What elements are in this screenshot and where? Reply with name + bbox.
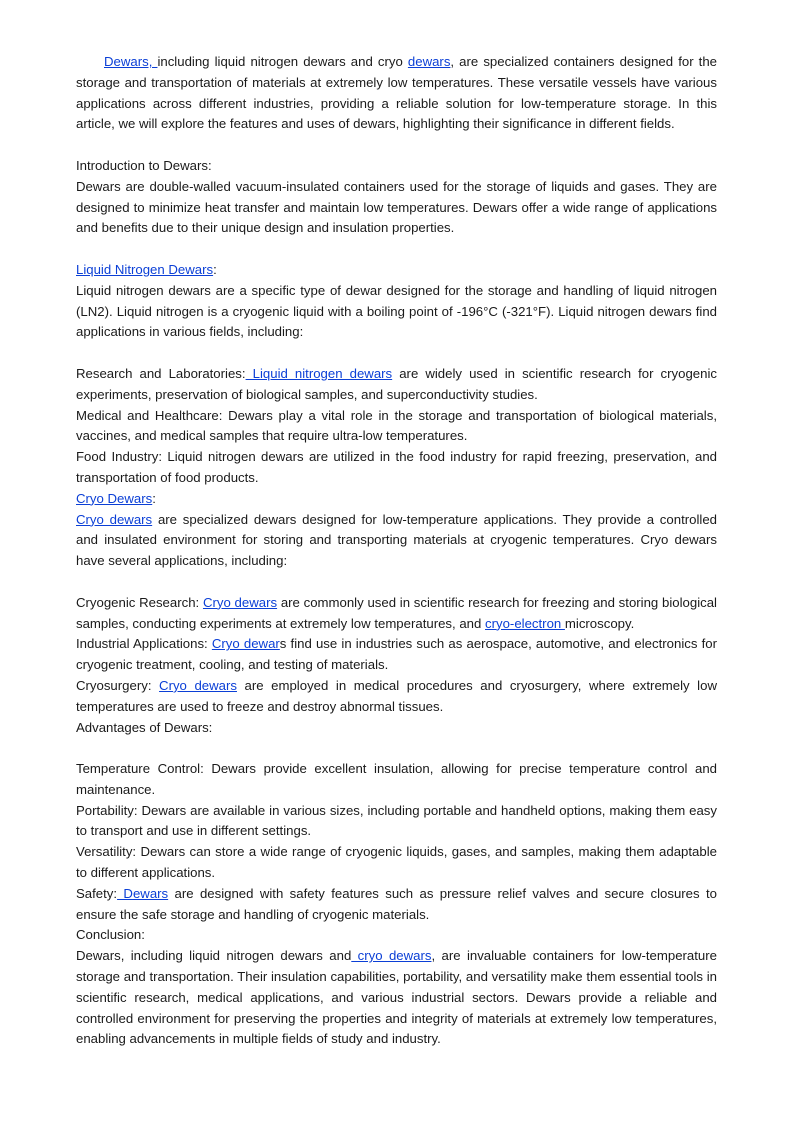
cryogenic-research-prefix: Cryogenic Research: — [76, 594, 203, 610]
safety-rest: are designed with safety features such as pressure relief valves and secure closures to ensure the safe storage and handling of cryogenic materials. — [76, 885, 717, 922]
industrial-prefix: Industrial Applications: — [76, 636, 212, 652]
spacer — [76, 239, 717, 260]
liquid-nitrogen-dewars-link[interactable]: Liquid Nitrogen Dewars — [76, 261, 214, 277]
conclusion-heading: Conclusion: — [76, 927, 145, 943]
introduction-body: Dewars are double-walled vacuum-insulated containers used for the storage of liquids and gases. They are designed to minimize heat transfer and maintain low temperatures. Dewars offer a wide range of applications and benefits due to their unique design and insulation properties. — [76, 178, 717, 236]
dewars-link[interactable]: Dewars, — [104, 54, 158, 69]
cryo-dewars-conclusion-link[interactable]: cryo dewars — [351, 948, 432, 964]
spacer — [76, 343, 717, 364]
cryo-dewars-body-link[interactable]: Cryo dewars — [76, 511, 153, 527]
cryo-body — [76, 510, 717, 572]
introduction-heading: Introduction to Dewars: — [76, 157, 212, 173]
cryogenic-research-mid: are commonly used in scientific research for freezing and storing biological samples, conducting experiments at extremely low temperatures, and — [76, 594, 717, 631]
versatility-paragraph: Versatility: Dewars can store a wide range of cryogenic liquids, gases, and samples, making them adaptable to different applications. — [76, 844, 717, 881]
research-paragraph — [76, 364, 717, 406]
temperature-control-paragraph: Temperature Control: Dewars provide excellent insulation, allowing for precise temperature control and maintenance. — [76, 761, 717, 797]
portability-paragraph: Portability: Dewars are available in various sizes, including portable and handheld options, making them easy to transport and use in different settings. — [76, 802, 717, 839]
cryo-dewar-industrial-link[interactable]: Cryo dewar — [211, 636, 280, 652]
food-paragraph: Food Industry: Liquid nitrogen dewars are utilized in the food industry for rapid freezing, preservation, and transportation of food products. — [76, 449, 717, 485]
cryosurgery-rest: are employed in medical procedures and cryosurgery, where extremely low temperatures are used to freeze and destroy abnormal tissues. — [76, 677, 717, 714]
spacer — [76, 738, 717, 759]
conclusion-text-1: Dewars, including liquid nitrogen dewars and — [76, 948, 352, 964]
cryo-dewars-heading-link[interactable]: Cryo Dewars — [76, 490, 153, 506]
advantages-heading: Advantages of Dewars: — [76, 719, 213, 735]
cryo-electron-link[interactable]: cryo-electron — [485, 615, 565, 631]
cryogenic-research-paragraph — [76, 593, 717, 635]
medical-paragraph: Medical and Healthcare: Dewars play a vital role in the storage and transportation of biological materials, vaccines, and medical samples that require ultra-low temperatures. — [76, 407, 717, 444]
research-rest: are widely used in scientific research for cryogenic experiments, preservation of biological samples, and superconductivity studies. — [76, 365, 717, 402]
cryogenic-research-end: microscopy. — [564, 615, 635, 631]
spacer — [76, 572, 717, 593]
dewars-safety-link[interactable]: Dewars — [117, 885, 169, 901]
cryo-dewars-research-link[interactable]: Cryo dewars — [202, 594, 278, 610]
ln2-body: Liquid nitrogen dewars are a specific type of dewar designed for the storage and handling of liquid nitrogen (LN2). Liquid nitrogen is a cryogenic liquid with a boiling point of -196°C (-321°F). Liquid nitrogen dewars find applications in various fields, including: — [76, 282, 717, 340]
industrial-rest: s find use in industries such as aerospace, automotive, and electronics for cryogenic treatment, cooling, and testing of materials. — [76, 636, 717, 673]
cryo-dewars-surgery-link[interactable]: Cryo dewars — [159, 677, 237, 693]
cryosurgery-prefix: Cryosurgery: — [76, 677, 160, 693]
safety-paragraph — [76, 884, 717, 926]
safety-prefix: Safety: — [76, 885, 118, 901]
dewars-link-2[interactable]: dewars — [407, 54, 451, 69]
spacer — [76, 135, 717, 156]
ln2-heading-suffix: : — [213, 261, 217, 277]
cryo-body-text: are specialized dewars designed for low-temperature applications. They provide a controlled and insulated environment for storing and transporting materials at cryogenic temperatures. Cryo dewars have several applications, including: — [76, 511, 717, 569]
industrial-paragraph — [76, 634, 717, 676]
liquid-nitrogen-dewars-inline-link[interactable]: Liquid nitrogen dewars — [245, 365, 393, 381]
intro-paragraph — [76, 52, 717, 135]
cryo-heading — [76, 489, 717, 510]
intro-text-2: , are specialized containers designed for the storage and transportation of materials at extremely low temperatures. These versatile vessels have various applications across different industries, providing a reliable solution for low-temperature storage. In this article, we will explore the features and uses of dewars, highlighting their significance in different fields. — [76, 54, 717, 132]
conclusion-text-2: , are invaluable containers for low-temperature storage and transportation. Their insulation capabilities, portability, and versatility make them essential tools in scientific research, medical applications, and various industrial sectors. Dewars provide a reliable and controlled environment for preserving the properties and integrity of materials at extremely low temperatures, enabling advancements in multiple fields of study and industry. — [76, 948, 717, 1047]
research-prefix: Research and Laboratories: — [76, 365, 246, 381]
ln2-heading — [76, 260, 717, 281]
document-page — [76, 52, 717, 1050]
intro-text-1: including liquid nitrogen dewars and cryo — [157, 54, 408, 69]
cryosurgery-paragraph — [76, 676, 717, 718]
conclusion-body — [76, 946, 717, 1050]
cryo-heading-suffix: : — [152, 490, 156, 506]
